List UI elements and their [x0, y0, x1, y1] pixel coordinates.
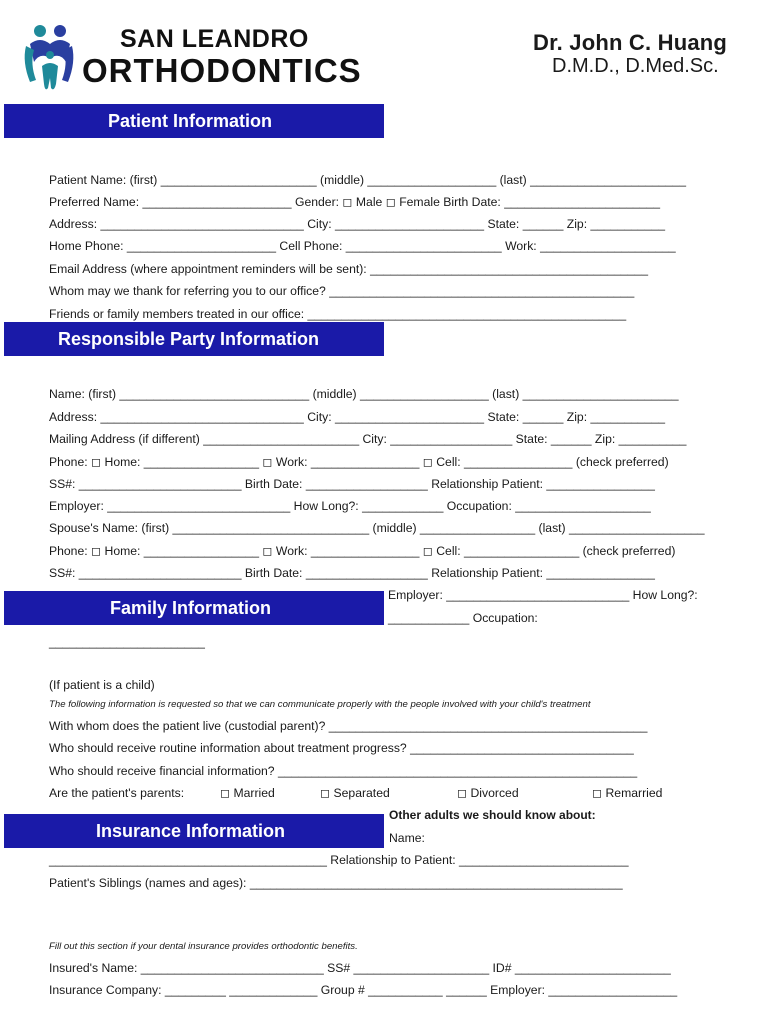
divorced-checkbox[interactable]: ◻ Divorced [457, 786, 519, 800]
insured-name-line: Insured's Name: ___________________________ SS# ____________________ ID# _______________________ [49, 961, 671, 975]
insurance-company-line: Insurance Company: _________ _____________ Group # ___________ ______ Employer: ___________________ [49, 983, 678, 997]
siblings-line: Patient's Siblings (names and ages): _______________________________________________________ [49, 876, 623, 890]
spouse-phone-line: Phone: ◻ Home: _________________ ◻ Work: ________________ ◻ Cell: _________________ (check preferred) [49, 544, 676, 558]
spouse-name-line: Spouse's Name: (first) _____________________________ (middle) _________________ (last) ____________________ [49, 521, 705, 535]
resp-name-line: Name: (first) ____________________________ (middle) ___________________ (last) _______________________ [49, 387, 679, 401]
remarried-checkbox[interactable]: ◻ Remarried [592, 786, 663, 800]
custodial-line: With whom does the patient live (custodial parent)? _______________________________________________ [49, 719, 648, 733]
doctor-name: Dr. John C. Huang [533, 30, 728, 55]
occupation-blank: _______________________ [49, 635, 205, 649]
other-adults-heading: Other adults we should know about: [389, 808, 596, 822]
responsible-section-title: Responsible Party Information [58, 329, 320, 349]
family-section-title: Family Information [110, 598, 272, 618]
patient-section-title: Patient Information [108, 111, 273, 131]
family-italic-note: The following information is requested so that we can communicate properly with the people involved with your child's treatment [49, 699, 591, 710]
married-checkbox[interactable]: ◻ Married [220, 786, 275, 800]
logo-line2: ORTHODONTICS [82, 52, 362, 89]
logo-figures-icon [20, 22, 78, 96]
logo-line1: SAN LEANDRO [120, 25, 309, 53]
resp-phone-line: Phone: ◻ Home: _________________ ◻ Work: ________________ ◻ Cell: ________________ (check preferred) [49, 455, 669, 469]
patient-phone-line: Home Phone: ______________________ Cell Phone: _______________________ Work: ____________________ [49, 239, 676, 253]
doctor-credentials: D.M.D., D.Med.Sc. [552, 55, 719, 77]
email-line: Email Address (where appointment reminders will be sent): _________________________________________ [49, 262, 648, 276]
spouse-ssn-line: SS#: ________________________ Birth Date: __________________ Relationship Patient: ________________ [49, 566, 655, 580]
preferred-name-line: Preferred Name: ______________________ Gender: ◻ Male ◻ Female Birth Date: _______________________ [49, 195, 661, 209]
insurance-note: Fill out this section if your dental insurance provides orthodontic benefits. [49, 941, 358, 952]
patient-address-line: Address: ______________________________ City: ______________________ State: ______ Zip: ___________ [49, 217, 666, 231]
resp-mailing-line: Mailing Address (if different) _______________________ City: __________________ State: ______ Zip: __________ [49, 432, 687, 446]
child-note: (If patient is a child) [49, 678, 155, 692]
financial-info-line: Who should receive financial information? _____________________________________________________ [49, 764, 638, 778]
referral-line: Whom may we thank for referring you to our office? _____________________________________________ [49, 284, 635, 298]
resp-employer-line: Employer: ___________________________ How Long?: ____________ Occupation: ____________________ [49, 499, 651, 513]
other-adult-relationship-line: _________________________________________ Relationship to Patient: _________________________ [49, 853, 629, 867]
spouse-occupation-line: ____________ Occupation: [388, 611, 538, 625]
patient-name-line: Patient Name: (first) _______________________ (middle) ___________________ (last) _______________________ [49, 173, 686, 187]
separated-checkbox[interactable]: ◻ Separated [320, 786, 390, 800]
resp-ssn-line: SS#: ________________________ Birth Date: __________________ Relationship Patient: ________________ [49, 477, 655, 491]
insurance-section-title: Insurance Information [96, 821, 286, 841]
resp-address-line: Address: ______________________________ City: ______________________ State: ______ Zip: ___________ [49, 410, 666, 424]
spouse-employer-line: Employer: ___________________________ How Long?: [388, 588, 698, 602]
routine-info-line: Who should receive routine information about treatment progress? _________________________________ [49, 741, 634, 755]
friends-line: Friends or family members treated in our office: _______________________________________________ [49, 307, 627, 321]
other-adult-name-label: Name: [389, 831, 425, 845]
parents-label: Are the patient's parents: [49, 786, 185, 800]
